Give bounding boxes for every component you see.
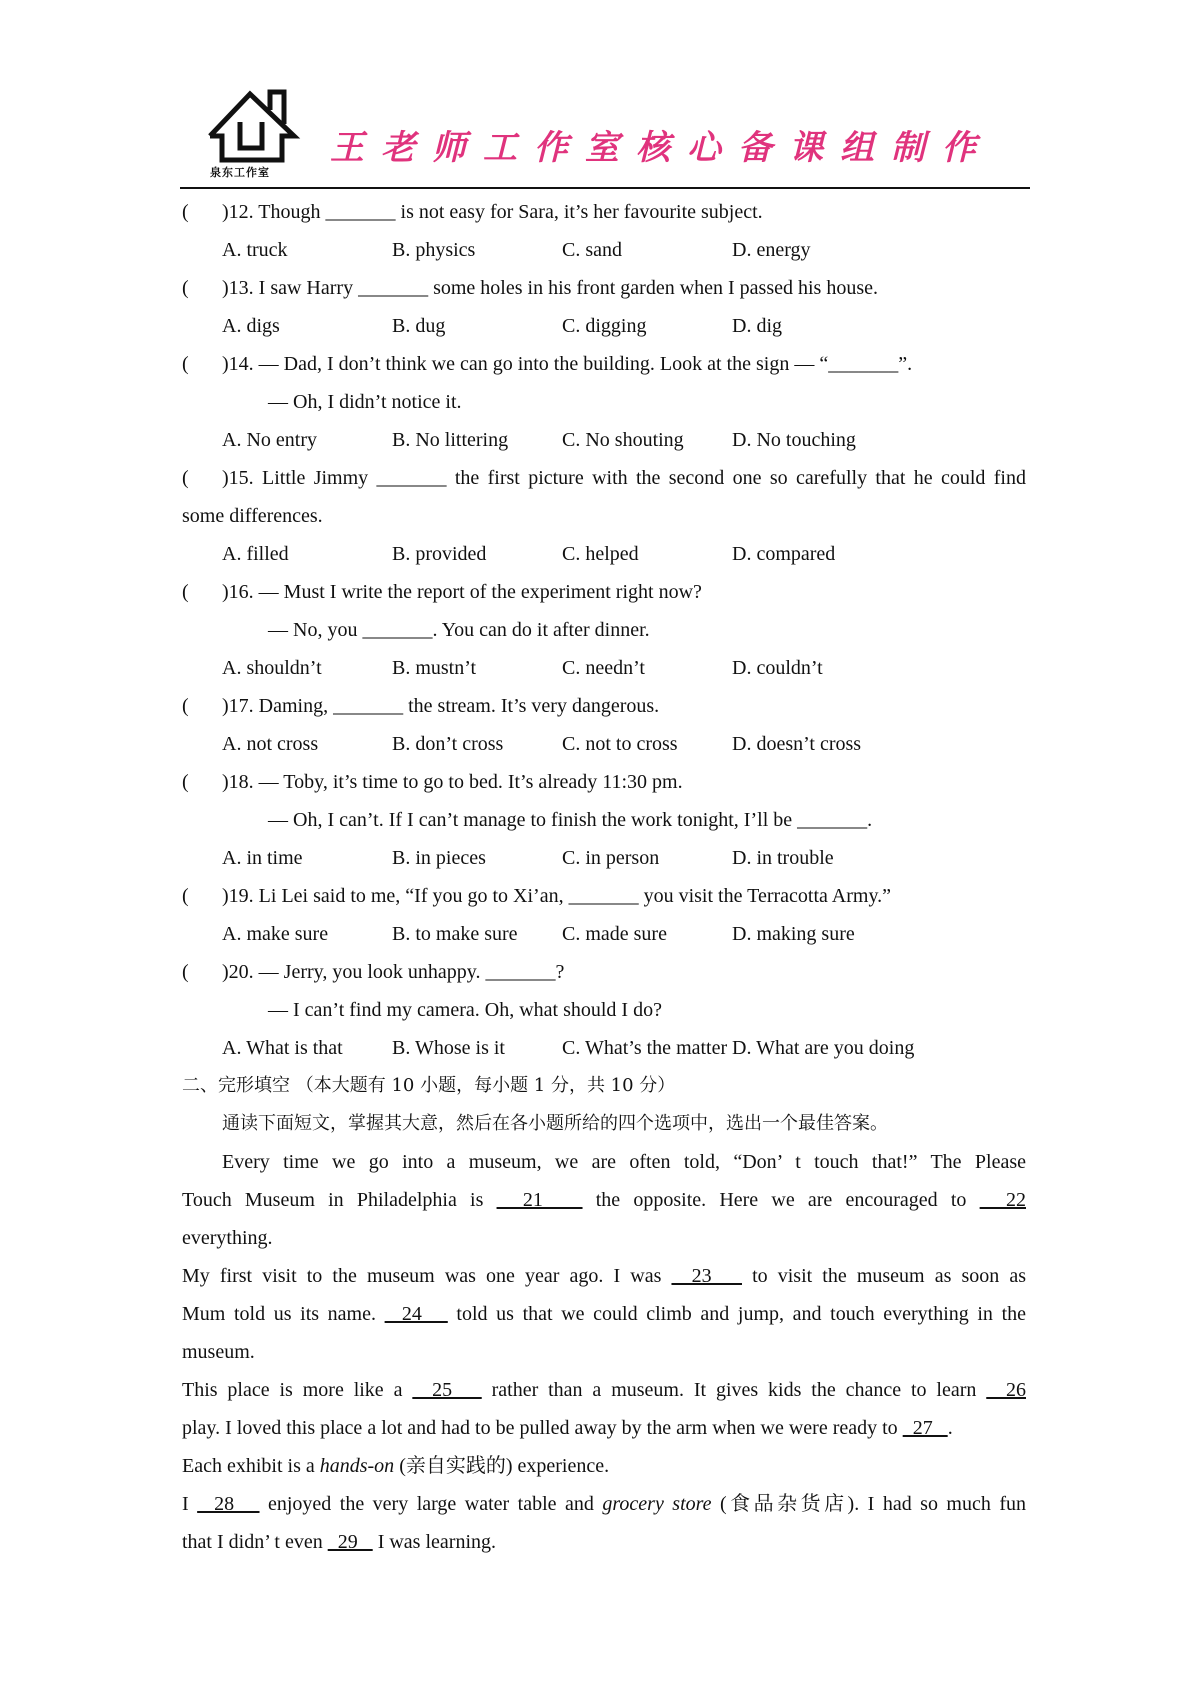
answer-paren: ( [182, 201, 189, 223]
cloze-blank: 24 [384, 1303, 448, 1325]
question-line [182, 687, 1026, 725]
option: C. sand [562, 239, 622, 261]
option: A. make sure [222, 923, 329, 945]
options-row [182, 421, 1026, 459]
passage-line [182, 1485, 1026, 1523]
cloze-blank: 25 [412, 1379, 482, 1401]
question-stem: Little Jimmy _______ the first picture with the second one so carefully that he could find [253, 467, 1026, 489]
question-number: )18. [222, 771, 254, 793]
question-stem: — Jerry, you look unhappy. _______? [253, 961, 565, 983]
cloze-blank: 22 [979, 1189, 1026, 1211]
option: D. No touching [732, 429, 856, 451]
question-stem: Daming, _______ the stream. It’s very dangerous. [253, 695, 660, 717]
options-row [182, 535, 1026, 573]
passage-line [182, 1295, 1026, 1333]
option: A. No entry [222, 429, 317, 451]
question-number: )12. [222, 201, 254, 223]
option: D. couldn’t [732, 657, 823, 679]
passage-text: This place is more like a [182, 1379, 413, 1401]
option: B. don’t cross [392, 733, 504, 755]
passage-line [182, 1371, 1026, 1409]
options-row [182, 725, 1026, 763]
passage-text: (亲自实践的) experience. [394, 1455, 610, 1477]
logo-text: 泉东工作室 [210, 166, 270, 179]
question-reply: — No, you _______. You can do it after dinner. [268, 619, 650, 641]
question-line [182, 383, 1026, 421]
cloze-blank: 21 [496, 1189, 583, 1211]
question-reply: — Oh, I can’t. If I can’t manage to finish the work tonight, I’ll be _______. [268, 809, 873, 831]
passage-line [182, 1257, 1026, 1295]
worksheet-content [182, 193, 1026, 1561]
question-reply: — I can’t find my camera. Oh, what should I do? [268, 999, 662, 1021]
passage-text: I [182, 1493, 198, 1515]
passage-line [182, 1143, 1026, 1181]
option: B. in pieces [392, 847, 486, 869]
option: B. provided [392, 543, 487, 565]
passage-text: Mum told us its name. [182, 1303, 385, 1325]
passage-text: Each exhibit is a [182, 1455, 320, 1477]
question-continuation: some differences. [182, 505, 323, 527]
question-line [182, 763, 1026, 801]
question-line [182, 193, 1026, 231]
question-reply: — Oh, I didn’t notice it. [268, 391, 462, 413]
cloze-blank: 23 [671, 1265, 742, 1287]
answer-paren: ( [182, 695, 189, 717]
answer-paren: ( [182, 885, 189, 907]
option: A. What is that [222, 1037, 343, 1059]
passage-line [182, 1333, 1026, 1371]
passage-text: I was learning. [372, 1531, 496, 1553]
option: C. No shouting [562, 429, 684, 451]
option: B. physics [392, 239, 476, 261]
passage-line [182, 1409, 1026, 1447]
answer-paren: ( [182, 961, 189, 983]
option: D. compared [732, 543, 836, 565]
passage-text: told us that we could climb and jump, and touch everything in the [447, 1303, 1026, 1325]
question-stem: — Must I write the report of the experiment right now? [253, 581, 702, 603]
option: A. filled [222, 543, 289, 565]
option: B. No littering [392, 429, 509, 451]
passage-text: that I didn’ t even [182, 1531, 328, 1553]
option: C. digging [562, 315, 647, 337]
passage-text: Every time we go into a museum, we are often told, “Don’ t touch that!” The Please [222, 1151, 1026, 1173]
option: B. to make sure [392, 923, 518, 945]
option: B. mustn’t [392, 657, 477, 679]
question-number: )15. [222, 467, 254, 489]
passage-text: My first visit to the museum was one year ago. I was [182, 1265, 672, 1287]
passage-text: . [947, 1417, 953, 1439]
section-title: 二、完形填空 （本大题有 10 小题，每小题 1 分，共 10 分） [182, 1075, 676, 1096]
option: A. digs [222, 315, 280, 337]
option: A. shouldn’t [222, 657, 322, 679]
option: D. dig [732, 315, 782, 337]
italic-term: grocery store [602, 1493, 712, 1515]
passage-line [182, 1447, 1026, 1485]
passage-text: rather than a museum. It gives kids the chance to learn [481, 1379, 987, 1401]
cloze-blank: 29 [327, 1531, 373, 1553]
answer-paren: ( [182, 467, 189, 489]
question-line [182, 459, 1026, 497]
question-stem: I saw Harry _______ some holes in his front garden when I passed his house. [253, 277, 878, 299]
question-stem: Though _______ is not easy for Sara, it’s her favourite subject. [253, 201, 763, 223]
option: C. needn’t [562, 657, 645, 679]
options-row [182, 1029, 1026, 1067]
option: C. What’s the matter [562, 1037, 728, 1059]
option: D. doesn’t cross [732, 733, 862, 755]
option: D. making sure [732, 923, 855, 945]
passage-text: to visit the museum as soon as [741, 1265, 1026, 1287]
passage-text: everything. [182, 1227, 273, 1249]
options-row [182, 307, 1026, 345]
option: C. not to cross [562, 733, 678, 755]
italic-term: hands-on [319, 1455, 395, 1477]
passage-line [182, 1181, 1026, 1219]
passage-text: (食品杂货店). I had so much fun [711, 1493, 1026, 1515]
question-stem: Li Lei said to me, “If you go to Xi’an, _______ you visit the Terracotta Army.” [253, 885, 892, 907]
question-stem: — Dad, I don’t think we can go into the building. Look at the sign — “_______”. [253, 353, 913, 375]
passage-text: enjoyed the very large water table and [259, 1493, 603, 1515]
question-number: )20. [222, 961, 254, 983]
question-number: )17. [222, 695, 254, 717]
options-row [182, 231, 1026, 269]
page-header [180, 84, 1030, 188]
header-banner: 王老师工作室核心备课组制作 [330, 128, 993, 168]
question-number: )13. [222, 277, 254, 299]
cloze-blank: 28 [197, 1493, 260, 1515]
option: D. energy [732, 239, 811, 261]
passage-text: play. I loved this place a lot and had to be pulled away by the arm when we were ready to [182, 1417, 903, 1439]
options-row [182, 839, 1026, 877]
options-row [182, 915, 1026, 953]
cloze-blank: 26 [986, 1379, 1026, 1401]
option: D. in trouble [732, 847, 834, 869]
answer-paren: ( [182, 353, 189, 375]
question-line [182, 269, 1026, 307]
question-line [182, 611, 1026, 649]
option: C. helped [562, 543, 639, 565]
question-number: )19. [222, 885, 254, 907]
option: C. in person [562, 847, 660, 869]
option: D. What are you doing [732, 1037, 915, 1059]
question-number: )14. [222, 353, 254, 375]
answer-paren: ( [182, 277, 189, 299]
question-line [182, 991, 1026, 1029]
question-line [182, 877, 1026, 915]
question-line [182, 953, 1026, 991]
option: A. not cross [222, 733, 319, 755]
passage-line [182, 1219, 1026, 1257]
passage-line [182, 1523, 1026, 1561]
section-instruction: 通读下面短文，掌握其大意，然后在各小题所给的四个选项中，选出一个最佳答案。 [222, 1113, 888, 1134]
header-divider [180, 187, 1030, 189]
option: C. made sure [562, 923, 667, 945]
question-line [182, 345, 1026, 383]
question-stem: — Toby, it’s time to go to bed. It’s already 11:30 pm. [253, 771, 683, 793]
question-line [182, 801, 1026, 839]
cloze-blank: 27 [902, 1417, 948, 1439]
option: B. Whose is it [392, 1037, 505, 1059]
option: A. truck [222, 239, 288, 261]
option: B. dug [392, 315, 446, 337]
answer-paren: ( [182, 581, 189, 603]
question-line [182, 573, 1026, 611]
answer-paren: ( [182, 771, 189, 793]
question-number: )16. [222, 581, 254, 603]
option: A. in time [222, 847, 303, 869]
passage-text: museum. [182, 1341, 255, 1363]
passage-text: Touch Museum in Philadelphia is [182, 1189, 497, 1211]
options-row [182, 649, 1026, 687]
passage-text: the opposite. Here we are encouraged to [582, 1189, 980, 1211]
